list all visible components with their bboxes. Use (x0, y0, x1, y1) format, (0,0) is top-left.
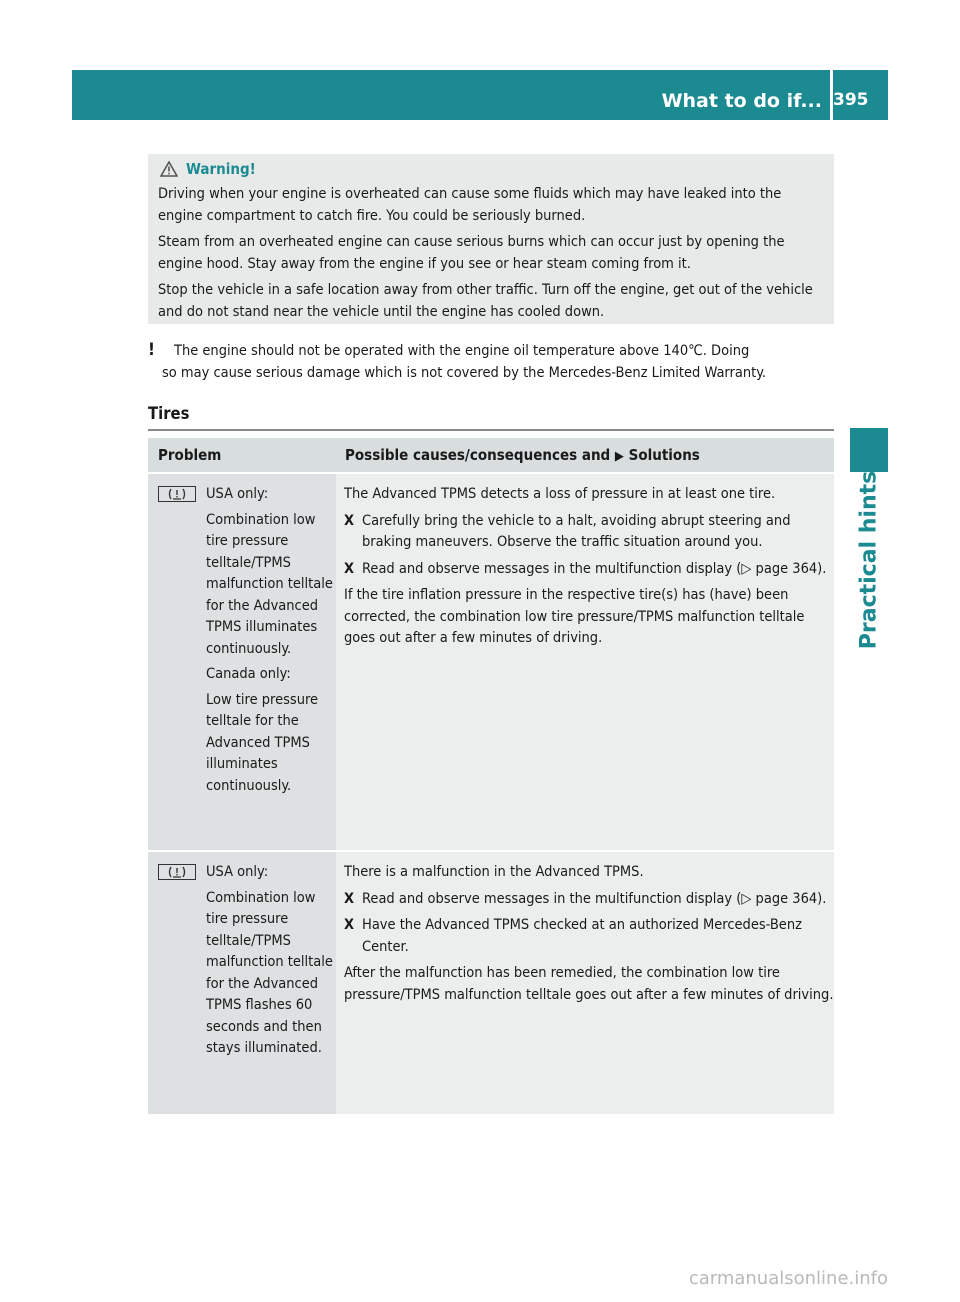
step-marker-icon: X (344, 560, 355, 577)
notice-symbol: ! (148, 340, 155, 360)
section-divider (148, 429, 834, 431)
solution-outro: After the malfunction has been remedied, the combination low tire pressure/TPMS malfunction telltale goes out after a few minutes of driving. (344, 965, 834, 1003)
table-row (148, 852, 834, 1114)
tpms-telltale-icon (158, 486, 196, 502)
notice-text: so may cause serious damage which is not covered by the Mercedes-Benz Limited Warranty. (162, 364, 767, 381)
solution-intro: The Advanced TPMS detects a loss of pressure in at least one tire. (344, 486, 776, 502)
warning-box (148, 154, 834, 324)
watermark: carmanualsonline.info (688, 1268, 888, 1289)
solution-cell (336, 852, 834, 1114)
table-header (148, 438, 834, 472)
solution-step-text: Read and observe messages in the multifunction display (▷ page 364). (362, 890, 827, 907)
header-title: What to do if... (661, 90, 822, 112)
solution-step (344, 511, 834, 554)
column-header-solutions (345, 446, 700, 464)
column-header-solutions-prefix: Possible causes/consequences and (345, 446, 611, 464)
warning-paragraph: Stop the vehicle in a safe location away from other traffic. Turn off the engine, get out of the vehicle and do not stand near the vehicle until the engine has cooled down. (158, 282, 813, 320)
side-label: Practical hints (856, 470, 882, 650)
column-header-problem: Problem (158, 446, 222, 464)
step-marker-icon: X (344, 890, 355, 907)
damage-notice (148, 340, 838, 384)
step-marker-icon: X (344, 512, 355, 529)
tpms-telltale-icon (158, 864, 196, 880)
solution-step (344, 915, 834, 958)
solution-intro: There is a malfunction in the Advanced TPMS. (344, 864, 644, 880)
problem-cell (148, 852, 336, 1114)
table-row (148, 474, 834, 850)
solution-step (344, 559, 834, 581)
arrow-right-icon: ▶ (614, 449, 624, 464)
problem-line: Combination low tire pressure telltale/TPMS malfunction telltale for the Advanced TPMS flashes 60 seconds and then stays illuminated. (206, 889, 333, 1056)
solution-step-text: Have the Advanced TPMS checked at an authorized Mercedes-Benz Center. (362, 917, 802, 955)
section-title: Tires (148, 404, 190, 423)
warning-paragraph: Driving when your engine is overheated can cause some fluids which may have leaked into the engine compartment to catch fire. You could be seriously burned. (158, 186, 782, 224)
column-header-solutions-suffix: Solutions (628, 446, 700, 464)
problem-line: Low tire pressure telltale for the Advanced TPMS illuminates continuously. (206, 691, 319, 794)
problem-line: Combination low tire pressure telltale/TPMS malfunction telltale for the Advanced TPMS illuminates continuously. (206, 511, 333, 657)
problem-line: USA only: (206, 864, 269, 880)
side-tab (850, 428, 888, 472)
page-header (72, 70, 888, 120)
warning-paragraph: Steam from an overheated engine can cause serious burns which can occur just by opening the engine hood. Stay away from the engine if you see or hear steam coming from it. (158, 234, 785, 272)
problem-line: Canada only: (206, 666, 291, 682)
step-marker-icon: X (344, 917, 355, 933)
solution-step (344, 889, 834, 911)
solution-text (344, 484, 834, 655)
warning-triangle-icon (160, 161, 178, 177)
solution-step-text: Read and observe messages in the multifunction display (▷ page 364). (362, 560, 827, 577)
solution-outro: If the tire inflation pressure in the respective tire(s) has (have) been corrected, the combination low tire pressure/TPMS malfunction telltale goes out after a few minutes of driving. (344, 587, 805, 646)
problem-text (206, 484, 334, 801)
solution-step-text: Carefully bring the vehicle to a halt, avoiding abrupt steering and braking maneuvers. Observe the traffic situation around you. (362, 512, 791, 550)
warning-header (160, 160, 826, 178)
warning-title: Warning! (186, 160, 256, 178)
notice-text: The engine should not be operated with the engine oil temperature above 140℃. Doing (174, 343, 750, 359)
problem-text (206, 862, 334, 1064)
solution-cell (336, 474, 834, 850)
page-number: 395 (833, 90, 869, 110)
problem-cell (148, 474, 336, 850)
problem-line: USA only: (206, 486, 269, 502)
solution-text (344, 862, 834, 1011)
